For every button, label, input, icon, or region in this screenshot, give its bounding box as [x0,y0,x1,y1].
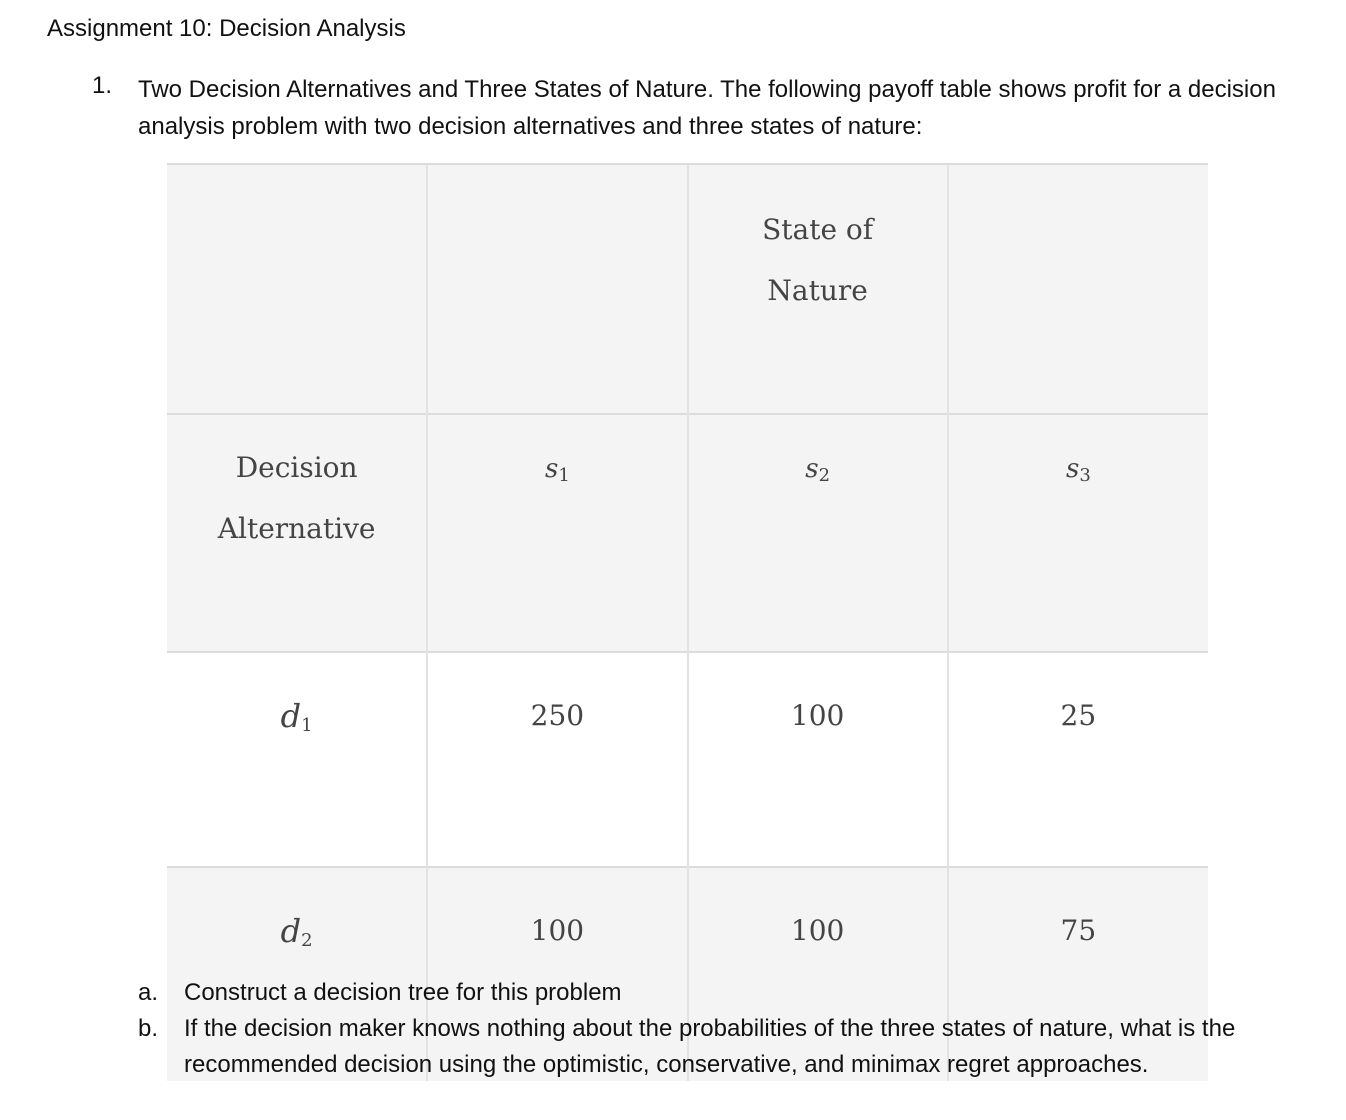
subquestion-text: Construct a decision tree for this problem [184,979,622,1006]
state-subscript: 1 [558,465,570,486]
state-s1-header [427,414,687,652]
state-symbol: s [805,454,819,484]
table-cell-empty [948,164,1208,414]
decision-symbol: d [280,697,302,735]
payoff-cell: 25 [948,652,1208,867]
decision-alternative-header [167,414,427,652]
subquestion-letter: a. [138,979,159,1006]
state-symbol: s [544,454,559,484]
state-subscript: 2 [818,465,831,486]
payoff-table [167,163,1208,1081]
state-symbol: s [1065,454,1080,484]
table-label-row [167,414,1208,652]
payoff-cell: 100 [688,867,948,1081]
question-number: 1. [92,72,113,99]
header-line-2: Nature [767,274,868,307]
decision-d1-label [167,652,427,867]
alt-label-line-1: Decision [235,451,358,484]
payoff-cell: 75 [948,867,1208,1081]
state-subscript: 3 [1079,465,1091,486]
alt-label-line-2: Alternative [217,512,376,545]
decision-symbol: d [280,912,302,950]
state-s2-header [688,414,948,652]
question-text: Two Decision Alternatives and Three States of Nature. The following payoff table shows profit for a decision analysis problem with two decision alternatives and three states of nature: [138,76,1276,140]
decision-subscript: 1 [301,715,313,736]
state-of-nature-header [688,164,948,414]
payoff-cell: 100 [427,867,687,1081]
subquestion-letter: b. [138,1015,159,1042]
table-cell-empty [167,164,427,414]
table-header-row [167,164,1208,414]
document-title: Assignment 10: Decision Analysis [47,15,406,42]
table-row-d1 [167,652,1208,867]
payoff-cell: 100 [688,652,948,867]
subquestion-text: If the decision maker knows nothing about the probabilities of the three states of nature, what is the recommended decision using the optimistic, conservative, and minimax regret approaches. [184,1015,1236,1078]
payoff-cell: 250 [427,652,687,867]
table-cell-empty [427,164,687,414]
decision-subscript: 2 [301,930,313,951]
state-s3-header [948,414,1208,652]
header-line-1: State of [762,213,874,246]
